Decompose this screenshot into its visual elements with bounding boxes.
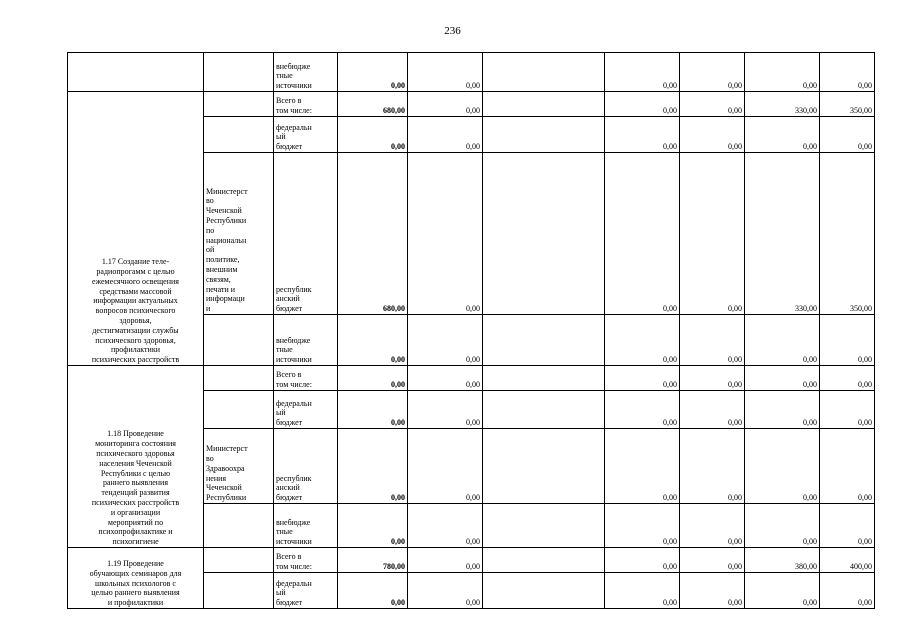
value-cell: 350,00 <box>820 153 875 315</box>
executor-cell <box>204 366 274 391</box>
value-cell: 0,00 <box>338 315 408 366</box>
executor-cell <box>204 548 274 573</box>
measure-cell <box>68 53 204 92</box>
funding-table <box>67 52 875 609</box>
value-cell: 0,00 <box>605 391 680 429</box>
value-cell: 0,00 <box>338 117 408 153</box>
table-row <box>68 53 875 92</box>
executor-cell <box>204 504 274 548</box>
value-cell: 0,00 <box>820 117 875 153</box>
value-cell: 0,00 <box>408 366 483 391</box>
value-cell: 0,00 <box>605 366 680 391</box>
value-cell: 0,00 <box>605 548 680 573</box>
value-cell: 0,00 <box>745 117 820 153</box>
value-cell <box>483 92 605 117</box>
source-cell: федеральн ый бюджет <box>274 391 338 429</box>
value-cell: 0,00 <box>408 548 483 573</box>
value-cell: 0,00 <box>605 573 680 609</box>
value-cell: 0,00 <box>408 391 483 429</box>
value-cell: 0,00 <box>605 153 680 315</box>
table-body <box>68 53 875 609</box>
value-cell: 0,00 <box>408 573 483 609</box>
value-cell: 0,00 <box>680 53 745 92</box>
value-cell: 0,00 <box>745 53 820 92</box>
value-cell: 330,00 <box>745 92 820 117</box>
executor-cell: Министерст во Чеченской Республики по национальн ой политике, внешним связям, печати и информаци и <box>204 153 274 315</box>
table-row <box>68 366 875 391</box>
value-cell: 400,00 <box>820 548 875 573</box>
value-cell <box>483 366 605 391</box>
value-cell: 0,00 <box>680 391 745 429</box>
source-cell: внебюдже тные источники <box>274 504 338 548</box>
value-cell: 0,00 <box>408 92 483 117</box>
value-cell: 0,00 <box>338 391 408 429</box>
value-cell: 350,00 <box>820 92 875 117</box>
value-cell: 0,00 <box>338 366 408 391</box>
source-cell: Всего в том числе: <box>274 92 338 117</box>
value-cell: 0,00 <box>680 153 745 315</box>
executor-cell <box>204 53 274 92</box>
source-cell: республик анский бюджет <box>274 153 338 315</box>
table-row <box>68 548 875 573</box>
value-cell: 780,00 <box>338 548 408 573</box>
page-number: 236 <box>444 25 461 37</box>
value-cell <box>483 548 605 573</box>
measure-cell: 1.17 Создание теле- радиопрогамм с целью ежемесячного освещения средствами массовой информации актуальных вопросов психического здоровья, дестигматизации службы психического здоровья, профилактики психических расстройств <box>68 92 204 366</box>
value-cell: 0,00 <box>605 53 680 92</box>
value-cell: 0,00 <box>338 53 408 92</box>
value-cell: 0,00 <box>338 429 408 504</box>
value-cell: 0,00 <box>605 117 680 153</box>
value-cell <box>483 53 605 92</box>
value-cell: 0,00 <box>745 366 820 391</box>
value-cell: 0,00 <box>338 573 408 609</box>
value-cell: 0,00 <box>820 315 875 366</box>
value-cell <box>483 315 605 366</box>
source-cell: республик анский бюджет <box>274 429 338 504</box>
value-cell: 0,00 <box>680 315 745 366</box>
value-cell: 0,00 <box>745 429 820 504</box>
value-cell <box>483 153 605 315</box>
source-cell: внебюдже тные источники <box>274 53 338 92</box>
value-cell: 0,00 <box>605 504 680 548</box>
value-cell: 0,00 <box>820 391 875 429</box>
value-cell: 0,00 <box>605 92 680 117</box>
executor-cell <box>204 117 274 153</box>
value-cell: 0,00 <box>680 504 745 548</box>
value-cell: 0,00 <box>338 504 408 548</box>
executor-cell <box>204 315 274 366</box>
value-cell: 0,00 <box>680 92 745 117</box>
executor-cell: Министерст во Здравоохра нения Чеченской Республики <box>204 429 274 504</box>
value-cell: 0,00 <box>408 153 483 315</box>
value-cell <box>483 117 605 153</box>
table-row <box>68 92 875 117</box>
value-cell: 0,00 <box>820 366 875 391</box>
value-cell: 0,00 <box>605 429 680 504</box>
value-cell: 0,00 <box>745 315 820 366</box>
value-cell <box>483 504 605 548</box>
source-cell: внебюдже тные источники <box>274 315 338 366</box>
source-cell: Всего в том числе: <box>274 366 338 391</box>
value-cell: 0,00 <box>408 53 483 92</box>
source-cell: Всего в том числе: <box>274 548 338 573</box>
value-cell: 380,00 <box>745 548 820 573</box>
measure-cell: 1.18 Проведение мониторинга состояния психического здоровья населения Чеченской Республики с целью раннего выявления тенденций развития психических расстройств и организации мероприятий по психопрофилактике и психогигиене <box>68 366 204 548</box>
value-cell: 0,00 <box>820 573 875 609</box>
executor-cell <box>204 92 274 117</box>
value-cell: 0,00 <box>745 504 820 548</box>
value-cell: 0,00 <box>680 548 745 573</box>
executor-cell <box>204 391 274 429</box>
value-cell: 680,00 <box>338 92 408 117</box>
value-cell: 0,00 <box>408 429 483 504</box>
value-cell: 0,00 <box>820 53 875 92</box>
source-cell: федеральн ый бюджет <box>274 117 338 153</box>
source-cell: федеральн ый бюджет <box>274 573 338 609</box>
value-cell: 0,00 <box>820 429 875 504</box>
value-cell: 0,00 <box>745 391 820 429</box>
executor-cell <box>204 573 274 609</box>
value-cell: 330,00 <box>745 153 820 315</box>
value-cell: 0,00 <box>745 573 820 609</box>
value-cell: 680,00 <box>338 153 408 315</box>
value-cell: 0,00 <box>680 429 745 504</box>
value-cell: 0,00 <box>408 315 483 366</box>
value-cell: 0,00 <box>605 315 680 366</box>
measure-cell: 1.19 Проведение обучающих семинаров для школьных психологов с целью раннего выявления и профилактики <box>68 548 204 609</box>
value-cell: 0,00 <box>680 366 745 391</box>
value-cell: 0,00 <box>820 504 875 548</box>
value-cell: 0,00 <box>408 504 483 548</box>
value-cell <box>483 573 605 609</box>
value-cell <box>483 429 605 504</box>
value-cell: 0,00 <box>680 117 745 153</box>
value-cell: 0,00 <box>680 573 745 609</box>
value-cell: 0,00 <box>408 117 483 153</box>
value-cell <box>483 391 605 429</box>
